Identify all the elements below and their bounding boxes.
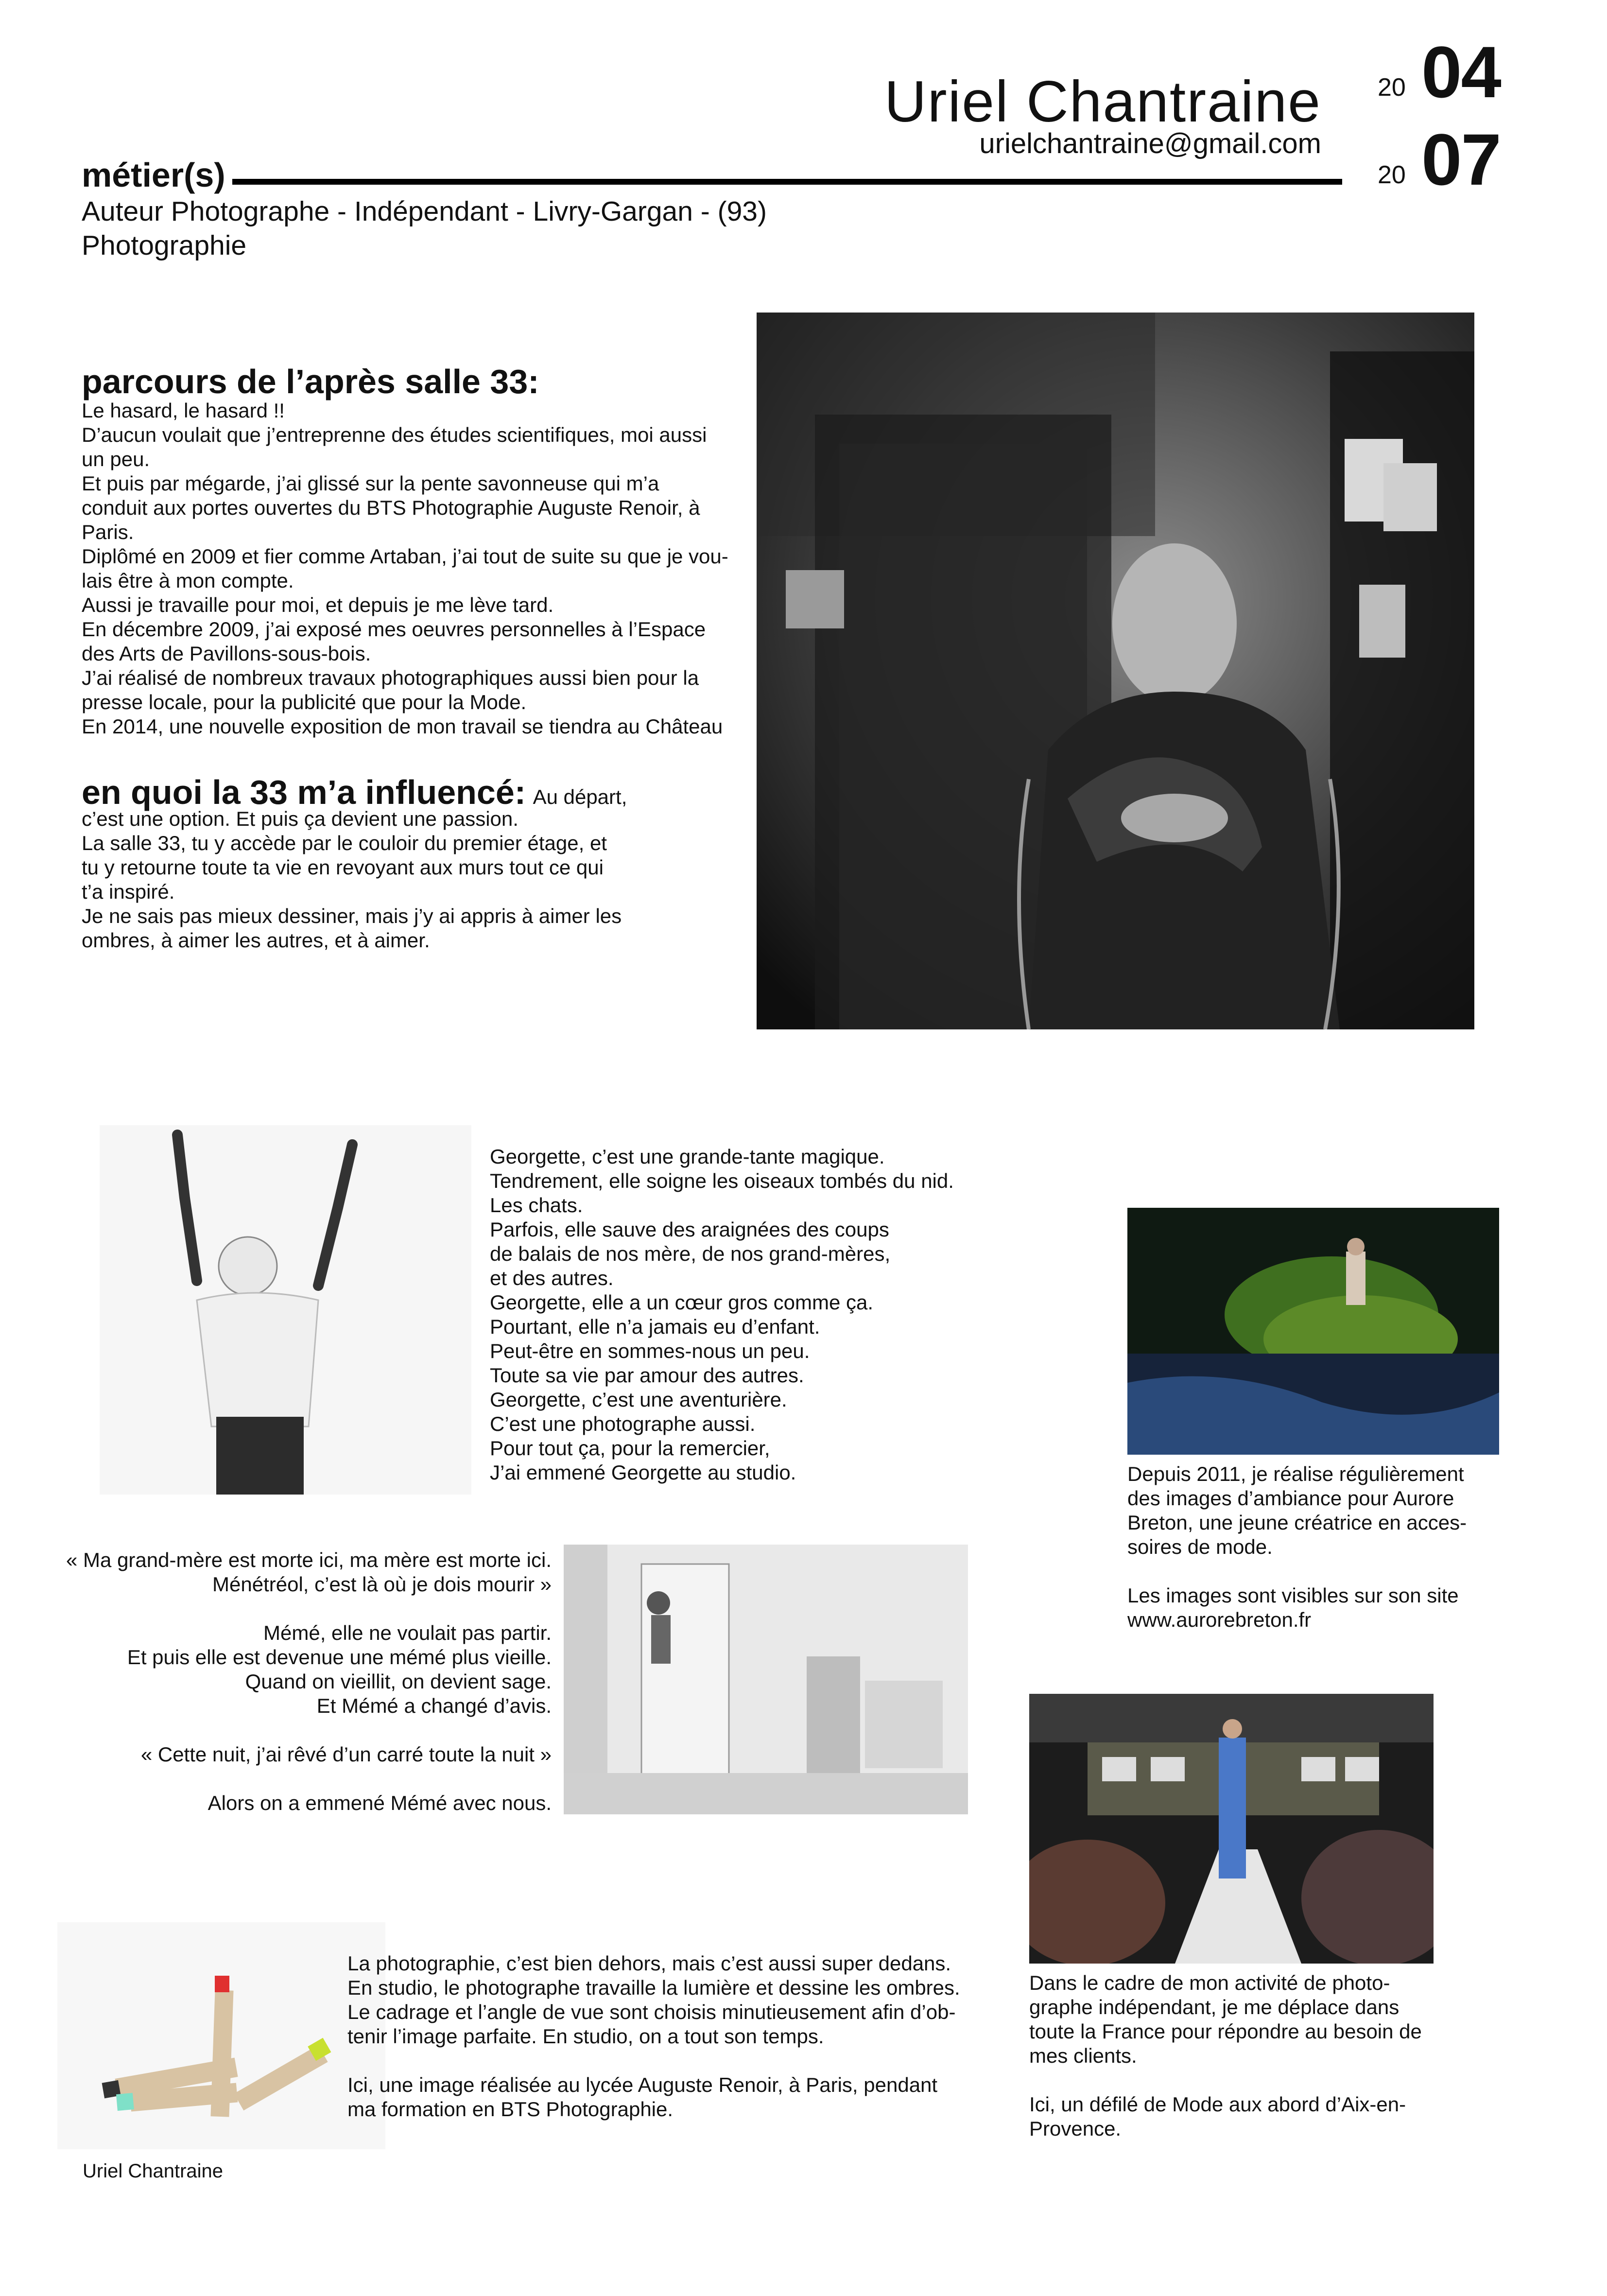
studio-text: [347, 1951, 989, 2122]
georgette-line: de balais de nos mère, de nos grand-mères,: [490, 1242, 891, 1265]
header-rule: [232, 179, 1342, 185]
georgette-line: Toute sa vie par amour des autres.: [490, 1364, 804, 1387]
defile-line: [1029, 2068, 1447, 2092]
aurore-line: [1127, 1559, 1511, 1583]
metier-title: métier(s): [82, 156, 225, 194]
aurore-line: Breton, une jeune créatrice en acces-: [1127, 1511, 1467, 1534]
parcours-line: des Arts de Pavillons-sous-bois.: [82, 642, 371, 665]
influence-text: [82, 807, 665, 953]
parcours-line: Le hasard, le hasard !!: [82, 399, 285, 422]
aurore-breton-photo: [1127, 1208, 1499, 1455]
influence-heading: [82, 773, 627, 812]
meme-text: [49, 1548, 552, 1815]
aurore-text: [1127, 1462, 1511, 1632]
meme-line: Et Mémé a changé d’avis.: [316, 1694, 552, 1717]
parcours-line: conduit aux portes ouvertes du BTS Photographie Auguste Renoir, à: [82, 496, 700, 519]
fashion-show-photo: [1029, 1694, 1434, 1964]
influence-line: t’a inspiré.: [82, 880, 175, 903]
year-end-prefix: 20: [1378, 161, 1406, 189]
parcours-line: J’ai réalisé de nombreux travaux photographiques aussi bien pour la: [82, 666, 699, 689]
parcours-line: Paris.: [82, 521, 134, 543]
influence-line: La salle 33, tu y accède par le couloir du premier étage, et: [82, 832, 607, 854]
meme-line: Quand on vieillit, on devient sage.: [245, 1670, 552, 1693]
aurore-line: soires de mode.: [1127, 1535, 1273, 1558]
influence-line: c’est une option. Et puis ça devient une passion.: [82, 807, 518, 830]
georgette-line: J’ai emmené Georgette au studio.: [490, 1461, 796, 1484]
year-end-suffix: 07: [1421, 119, 1501, 200]
georgette-line: Peut-être en sommes-nous un peu.: [490, 1339, 810, 1362]
georgette-line: et des autres.: [490, 1267, 614, 1289]
meme-kitchen-photo: [564, 1545, 968, 1814]
defile-line: toute la France pour répondre au besoin de: [1029, 2020, 1422, 2043]
studio-line: Le cadrage et l’angle de vue sont choisis minutieusement afin d’ob-: [347, 2000, 956, 2023]
defile-line: Ici, un défilé de Mode aux abord d’Aix-en-: [1029, 2093, 1406, 2116]
defile-line: Dans le cadre de mon activité de photo-: [1029, 1971, 1390, 1994]
meme-line: « Cette nuit, j’ai rêvé d’un carré toute la nuit »: [140, 1743, 552, 1766]
parcours-line: lais être à mon compte.: [82, 569, 294, 592]
metier-line-1: Auteur Photographe - Indépendant - Livry-Gargan - (93): [82, 196, 767, 227]
georgette-line: Parfois, elle sauve des araignées des coups: [490, 1218, 889, 1241]
georgette-line: Georgette, c’est une grande-tante magique.: [490, 1145, 885, 1168]
parcours-line: D’aucun voulait que j’entreprenne des études scientifiques, moi aussi: [82, 423, 707, 446]
meme-line: « Ma grand-mère est morte ici, ma mère est morte ici.: [66, 1548, 552, 1571]
georgette-line: Georgette, elle a un cœur gros comme ça.: [490, 1291, 873, 1314]
aurore-line: des images d’ambiance pour Aurore: [1127, 1487, 1454, 1510]
meme-line: [49, 1597, 552, 1621]
meme-line: [49, 1767, 552, 1791]
studio-line: ma formation en BTS Photographie.: [347, 2098, 674, 2121]
parcours-line: En décembre 2009, j’ai exposé mes oeuvres personnelles à l’Espace: [82, 618, 706, 641]
meme-line: Mémé, elle ne voulait pas partir.: [263, 1621, 552, 1644]
georgette-line: C’est une photographe aussi.: [490, 1412, 756, 1435]
metier-line-2: Photographie: [82, 230, 247, 261]
parcours-title: parcours de l’après salle 33:: [82, 363, 539, 400]
georgette-line: Pour tout ça, pour la remercier,: [490, 1437, 770, 1460]
studio-line: La photographie, c’est bien dehors, mais c’est aussi super dedans.: [347, 1952, 951, 1975]
studio-crayons-photo: [57, 1922, 385, 2149]
influence-title: en quoi la 33 m’a influencé:: [82, 773, 526, 811]
georgette-line: Pourtant, elle n’a jamais eu d’enfant.: [490, 1315, 820, 1338]
georgette-photo: [100, 1125, 471, 1495]
photo-credit: Uriel Chantraine: [83, 2160, 224, 2182]
meme-line: Et puis elle est devenue une mémé plus vieille.: [127, 1646, 552, 1669]
parcours-line: Diplômé en 2009 et fier comme Artaban, j’ai tout de suite su que je vou-: [82, 545, 728, 568]
defile-line: mes clients.: [1029, 2044, 1137, 2067]
meme-line: [49, 1718, 552, 1742]
georgette-line: Tendrement, elle soigne les oiseaux tombés du nid.: [490, 1169, 954, 1192]
studio-line: tenir l’image parfaite. En studio, on a tout son temps.: [347, 2025, 824, 2048]
influence-first-words: Au départ,: [533, 785, 627, 808]
influence-line: tu y retourne toute ta vie en revoyant aux murs tout ce qui: [82, 856, 604, 879]
meme-line: Ménétréol, c’est là où je dois mourir »: [212, 1573, 552, 1596]
studio-line: En studio, le photographe travaille la lumière et dessine les ombres.: [347, 1976, 960, 1999]
parcours-text: [82, 399, 757, 739]
meme-line: Alors on a emmené Mémé avec nous.: [207, 1792, 552, 1814]
portrait-old-man-photo: [757, 313, 1474, 1029]
author-email[interactable]: urielchantraine@gmail.com: [979, 128, 1321, 159]
influence-line: Je ne sais pas mieux dessiner, mais j’y ai appris à aimer les: [82, 904, 622, 927]
parcours-line: En 2014, une nouvelle exposition de mon travail se tiendra au Château: [82, 715, 723, 738]
studio-line: [347, 2049, 989, 2073]
influence-line: ombres, à aimer les autres, et à aimer.: [82, 929, 430, 952]
defile-line: graphe indépendant, je me déplace dans: [1029, 1996, 1400, 2018]
defile-line: Provence.: [1029, 2117, 1122, 2140]
parcours-line: Et puis par mégarde, j’ai glissé sur la pente savonneuse qui m’a: [82, 472, 659, 495]
aurore-line: www.aurorebreton.fr: [1127, 1608, 1312, 1631]
parcours-line: un peu.: [82, 448, 150, 470]
georgette-text: [490, 1145, 1000, 1485]
year-start-prefix: 20: [1378, 73, 1406, 102]
defile-text: [1029, 1971, 1447, 2141]
parcours-line: Aussi je travaille pour moi, et depuis je me lève tard.: [82, 593, 554, 616]
georgette-line: Georgette, c’est une aventurière.: [490, 1388, 787, 1411]
author-name: Uriel Chantraine: [884, 69, 1321, 134]
parcours-line: presse locale, pour la publicité que pour la Mode.: [82, 691, 527, 713]
aurore-line: Les images sont visibles sur son site: [1127, 1584, 1459, 1607]
aurore-line: Depuis 2011, je réalise régulièrement: [1127, 1462, 1464, 1485]
georgette-line: Les chats.: [490, 1194, 583, 1217]
studio-line: Ici, une image réalisée au lycée Auguste Renoir, à Paris, pendant: [347, 2073, 938, 2096]
year-start-suffix: 04: [1421, 31, 1501, 113]
